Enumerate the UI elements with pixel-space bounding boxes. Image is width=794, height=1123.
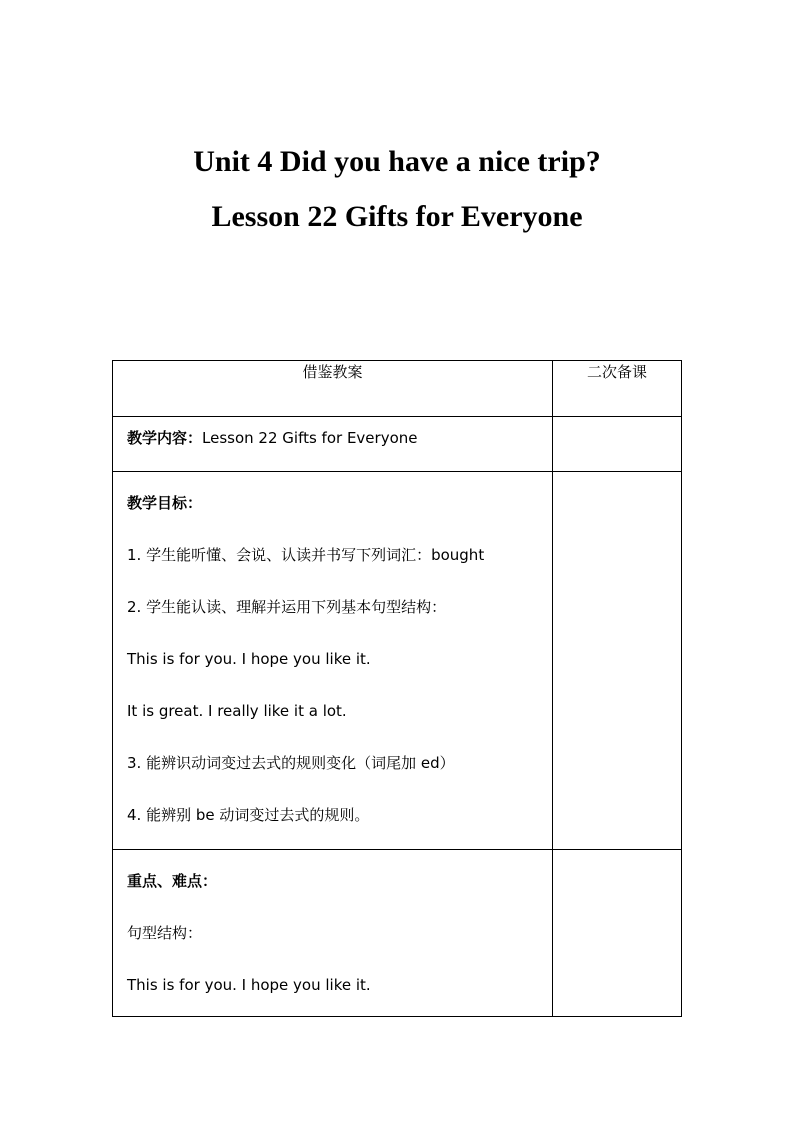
teaching-content-value: Lesson 22 Gifts for Everyone [202, 429, 418, 447]
teaching-goals-notes-cell [553, 472, 682, 850]
key-points-cell [113, 850, 553, 1017]
goal-item-4: 4. 能辨别 be 动词变过去式的规则。 [127, 806, 370, 824]
key-points-label: 重点、难点： [127, 872, 218, 890]
goal-item-2: 2. 学生能认读、理解并运用下列基本句型结构： [127, 598, 447, 616]
document-title [0, 142, 794, 237]
lesson-plan-table [112, 360, 682, 1017]
key-point-item-1: 句型结构： [127, 924, 203, 942]
teaching-content-notes-cell [553, 417, 682, 472]
header-second-prep: 二次备课 [553, 361, 682, 417]
teaching-content-row [113, 417, 682, 472]
header-reference-plan: 借鉴教案 [113, 361, 553, 417]
teaching-content-label: 教学内容： [127, 429, 203, 447]
goal-sentence-2: It is great. I really like it a lot. [127, 702, 347, 720]
key-points-notes-cell [553, 850, 682, 1017]
goal-sentence-1: This is for you. I hope you like it. [127, 650, 371, 668]
teaching-goals-label: 教学目标： [127, 494, 203, 512]
key-point-item-2: This is for you. I hope you like it. [127, 976, 371, 994]
teaching-content-cell [113, 417, 553, 472]
unit-title: Unit 4 Did you have a nice trip? [193, 145, 601, 178]
goal-item-1: 1. 学生能听懂、会说、认读并书写下列词汇：bought [127, 546, 485, 564]
teaching-goals-row [113, 472, 682, 850]
table-header-row [113, 361, 682, 417]
teaching-goals-cell [113, 472, 553, 850]
lesson-title: Lesson 22 Gifts for Everyone [211, 200, 583, 233]
key-points-row [113, 850, 682, 1017]
goal-item-3: 3. 能辨识动词变过去式的规则变化（词尾加 ed） [127, 754, 455, 772]
